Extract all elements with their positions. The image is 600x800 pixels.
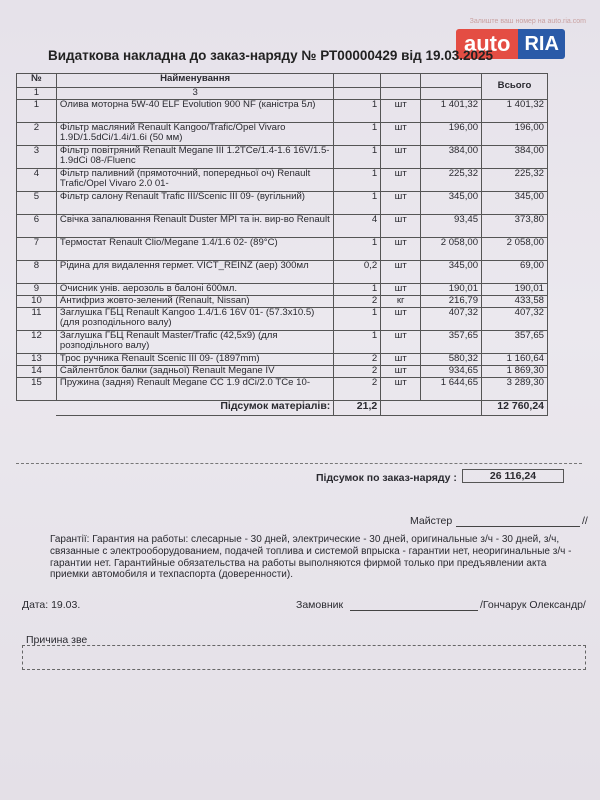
row-price: 1 644,65 <box>421 377 482 400</box>
row-price: 407,32 <box>421 307 482 330</box>
row-no: 4 <box>17 168 57 191</box>
header-no: № <box>17 74 57 88</box>
table-row <box>17 168 548 191</box>
order-total-label: Підсумок по заказ-наряду : <box>316 472 457 484</box>
row-name: Рідина для видалення гермет. VICT_REINZ (аер) 300мл <box>56 260 333 283</box>
table-row <box>17 377 548 400</box>
header-name: Найменування <box>56 74 333 88</box>
date-label: Дата: 19.03. <box>22 599 81 611</box>
row-name: Фільтр повітряний Renault Megane III 1.2TCe/1.4-1.6 16V/1.5-1.9dCi 08-/Fluenc <box>56 145 333 168</box>
row-price: 196,00 <box>421 122 482 145</box>
row-unit: кг <box>381 295 421 307</box>
row-no: 10 <box>17 295 57 307</box>
row-price: 93,45 <box>421 214 482 237</box>
row-qty: 0,2 <box>334 260 381 283</box>
row-name: Фільтр паливний (прямоточний, попередньої оч) Renault Trafic/Opel Vivaro 2.0 01- <box>56 168 333 191</box>
row-no: 12 <box>17 330 57 353</box>
row-qty: 1 <box>334 99 381 122</box>
row-total: 433,58 <box>482 295 548 307</box>
row-no: 2 <box>17 122 57 145</box>
row-total: 3 289,30 <box>482 377 548 400</box>
separator-line <box>16 463 582 464</box>
table-row <box>17 330 548 353</box>
row-price: 225,32 <box>421 168 482 191</box>
table-row <box>17 353 548 365</box>
table-row <box>17 295 548 307</box>
row-no: 6 <box>17 214 57 237</box>
row-total: 345,00 <box>482 191 548 214</box>
row-no: 13 <box>17 353 57 365</box>
row-name: Олива моторна 5W-40 ELF Evolution 900 NF (каністра 5л) <box>56 99 333 122</box>
row-unit: шт <box>381 214 421 237</box>
document-title: Видаткова накладна до заказ-наряду № РТ00000429 від 19.03.2025 <box>48 48 494 63</box>
row-qty: 4 <box>334 214 381 237</box>
row-total: 407,32 <box>482 307 548 330</box>
master-label: Майстер <box>410 515 453 527</box>
row-qty: 1 <box>334 168 381 191</box>
row-name: Пружина (задня) Renault Megane CC 1.9 dCi/2.0 TCe 10- <box>56 377 333 400</box>
subheader-qty <box>334 88 381 100</box>
row-name: Термостат Renault Clio/Megane 1.4/1.6 02- (89°C) <box>56 237 333 260</box>
row-price: 2 058,00 <box>421 237 482 260</box>
row-total: 2 058,00 <box>482 237 548 260</box>
subheader-unit <box>381 88 421 100</box>
header-price <box>421 74 482 88</box>
row-total: 190,01 <box>482 283 548 295</box>
reason-label: Причина зве <box>26 634 88 646</box>
table-row <box>17 365 548 377</box>
row-no: 7 <box>17 237 57 260</box>
row-no: 15 <box>17 377 57 400</box>
table-header-row <box>17 74 548 88</box>
row-total: 1 160,64 <box>482 353 548 365</box>
row-no: 14 <box>17 365 57 377</box>
row-name: Фільтр масляний Renault Kangoo/Trafic/Opel Vivaro 1.9D/1.5dCi/1.4i/1.6i (50 мм) <box>56 122 333 145</box>
row-no: 9 <box>17 283 57 295</box>
logo-auto-text: auto <box>456 29 518 59</box>
reason-box <box>22 645 586 670</box>
row-unit: шт <box>381 377 421 400</box>
row-unit: шт <box>381 122 421 145</box>
row-no: 11 <box>17 307 57 330</box>
row-unit: шт <box>381 283 421 295</box>
row-unit: шт <box>381 260 421 283</box>
header-qty <box>334 74 381 88</box>
row-unit: шт <box>381 145 421 168</box>
row-no: 8 <box>17 260 57 283</box>
customer-name: /Гончарук Олександр/ <box>480 599 586 611</box>
table-row <box>17 307 548 330</box>
subheader-name: 3 <box>56 88 333 100</box>
row-name: Заглушка ГБЦ Renault Kangoo 1.4/1.6 16V 01- (57.3x10.5) (для розподільного валу) <box>56 307 333 330</box>
row-name: Антифриз жовто-зелений (Renault, Nissan) <box>56 295 333 307</box>
subtotal-label: Підсумок матеріалів: <box>56 400 333 415</box>
subtotal-total: 12 760,24 <box>482 400 548 415</box>
row-total: 225,32 <box>482 168 548 191</box>
warranty-text: Гарантії: Гарантия на работы: слесарные - 30 дней, электрические - 30 дней, оригинальные з/ч - 30 дней, з/ч, связанные с электрооборудованием, подачей топлива и системой впрыска - гарантии нет, неоригинальные з/ч - гарантии нет. Гарантийные обязательства на работы выполняются фирмой только при предъявлении акта приемки автомобиля и техпаспорта (доверенности). <box>50 534 572 581</box>
subtotal-row <box>17 400 548 415</box>
row-no: 5 <box>17 191 57 214</box>
table-row <box>17 283 548 295</box>
row-unit: шт <box>381 191 421 214</box>
row-price: 1 401,32 <box>421 99 482 122</box>
watermark-caption: Залиште ваш номер на auto.ria.com <box>469 18 586 25</box>
row-price: 580,32 <box>421 353 482 365</box>
subheader-no: 1 <box>17 88 57 100</box>
row-qty: 2 <box>334 295 381 307</box>
row-no: 3 <box>17 145 57 168</box>
master-slash: // <box>582 515 588 527</box>
table-row <box>17 260 548 283</box>
table-body <box>17 99 548 400</box>
header-total: Всього <box>482 74 548 100</box>
header-unit <box>381 74 421 88</box>
row-qty: 2 <box>334 353 381 365</box>
table-row <box>17 191 548 214</box>
customer-signature-line <box>350 610 478 611</box>
table-row <box>17 214 548 237</box>
table-row <box>17 99 548 122</box>
row-total: 1 401,32 <box>482 99 548 122</box>
row-total: 373,80 <box>482 214 548 237</box>
row-name: Фільтр салону Renault Trafic III/Scenic III 09- (вугільний) <box>56 191 333 214</box>
row-qty: 1 <box>334 191 381 214</box>
row-unit: шт <box>381 307 421 330</box>
master-signature-line <box>456 526 580 527</box>
row-price: 190,01 <box>421 283 482 295</box>
row-price: 345,00 <box>421 260 482 283</box>
row-total: 196,00 <box>482 122 548 145</box>
row-name: Заглушка ГБЦ Renault Master/Trafic (42,5x9) (для розподільного валу) <box>56 330 333 353</box>
row-qty: 2 <box>334 365 381 377</box>
row-name: Трос ручника Renault Scenic III 09- (1897mm) <box>56 353 333 365</box>
table-row <box>17 145 548 168</box>
row-qty: 1 <box>334 122 381 145</box>
table-row <box>17 122 548 145</box>
row-price: 216,79 <box>421 295 482 307</box>
logo-ria-text: RIA <box>518 29 564 59</box>
row-total: 384,00 <box>482 145 548 168</box>
row-unit: шт <box>381 365 421 377</box>
row-unit: шт <box>381 168 421 191</box>
row-qty: 1 <box>334 145 381 168</box>
subheader-price <box>421 88 482 100</box>
items-table <box>16 73 548 416</box>
row-unit: шт <box>381 330 421 353</box>
row-name: Свічка запалювання Renault Duster MPI та ін. вир-во Renault <box>56 214 333 237</box>
row-qty: 1 <box>334 283 381 295</box>
row-unit: шт <box>381 237 421 260</box>
row-unit: шт <box>381 99 421 122</box>
row-qty: 1 <box>334 237 381 260</box>
customer-label: Замовник <box>296 599 344 611</box>
row-qty: 1 <box>334 330 381 353</box>
row-total: 69,00 <box>482 260 548 283</box>
row-price: 384,00 <box>421 145 482 168</box>
row-unit: шт <box>381 353 421 365</box>
row-name: Сайлентблок балки (задньої) Renault Megane IV <box>56 365 333 377</box>
row-no: 1 <box>17 99 57 122</box>
row-price: 934,65 <box>421 365 482 377</box>
row-total: 1 869,30 <box>482 365 548 377</box>
order-total-value: 26 116,24 <box>462 469 564 483</box>
row-price: 345,00 <box>421 191 482 214</box>
row-qty: 1 <box>334 307 381 330</box>
row-price: 357,65 <box>421 330 482 353</box>
table-row <box>17 237 548 260</box>
table-subheader-row <box>17 88 548 100</box>
row-qty: 2 <box>334 377 381 400</box>
subtotal-qty: 21,2 <box>334 400 381 415</box>
row-name: Очисник унів. аерозоль в балоні 600мл. <box>56 283 333 295</box>
row-total: 357,65 <box>482 330 548 353</box>
